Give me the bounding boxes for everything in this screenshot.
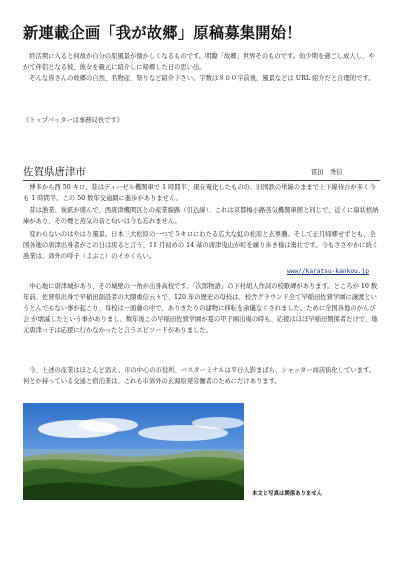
body-paragraph-2: 昔は漁業、炭鉱が盛んで、西唐津機関区との産業線路（引込線）、これは京都梅小路蒸気機関車館と同じで、近くに扇状格納庫があり、その煙と蒸気の音と匂いは今も忘れません。 (23, 207, 379, 225)
intro-paragraph-2: そんな皆さんの故郷の自然、名物産、祭りなど紹介下さい。字数は８００字前後、風景などは URL 紹介だと合理的です。 (23, 75, 375, 82)
tourism-link[interactable]: www//karatsu-kankou.jp (287, 268, 369, 275)
body-paragraph-1: 博多から西 50 キロ、昔はディーゼル機関車で 1 時間半、現在電化したものの、旧国鉄の単線のままで上下線待合が多く今も 1 時間半。この 50 数年交通網に進歩がありません。 (23, 184, 376, 202)
intro-paragraph-1: 終活期に入ると何故か自分の原風景が懐かしくなるものです。明瞭「故郷」世界そのものです。幼少期を過ごし成人し、やがて伴侶となる彼、彼女を親元に紹介しに帰郷した日の思い出。 (23, 53, 375, 71)
intro-note: 《トップバッターは事務局長です》 (23, 117, 124, 124)
landscape-photo (23, 403, 244, 500)
body-paragraph-5: 今、上述の産業はほとんど消え、市の中心の市役所、バスターミナルは平日人影まばら、シャッター商店街化しています。何とか持っている交通と宿泊業は、これも市郊外の玄海原発労働者のためにだけあります。 (23, 367, 376, 385)
body-paragraph-3: 変わらないのはやはり風景。日本三大松原の一つで５キロにわたる広大な虹の松原と玄界灘。そして正月帰郷せずとも、全国各地の唐津出身者がこの日は戻ると言う、11 月初めの 14 基の唐津曳山が町を練り歩き様は勇壮です。今もささやかに続く漁業は、郊外の呼子（よぶこ）のイカくらい。 (23, 231, 379, 260)
section-divider (23, 180, 380, 181)
photo-caption: 本文と写真は関係ありません (252, 491, 323, 497)
body-paragraph-4: 中心地に唐津城があり、その城壁の一角が出身高校です。「次郎物語」の下村胡人作詞の校歌碑があります。ところが 10 数年前、佐賀県出身で早稲田創設者の大隈重信云々で、120 年の歴史の母校は、校舎グラウンド全て早稲田佐賀学園に譲渡というとんでもない事が起こり、母校は一面藤の中で、ありきたりの建物に移転を余儀なくされました。ために全国各地のかんぴ 会 が壊滅したという事がありまし、数年後この早稲田佐賀学園が夏の甲子園出場の時も、応援はほぼ早稲田関係者だけで、地元唐津っ子は応援に行かなかったと言うエピソードがありました。 (23, 283, 378, 334)
author-name: 冨田 秀信 (311, 169, 343, 176)
page-title: 新連載企画「我が故郷」原稿募集開始！ (23, 24, 302, 42)
section-heading: 佐賀県唐津市 (23, 166, 86, 178)
